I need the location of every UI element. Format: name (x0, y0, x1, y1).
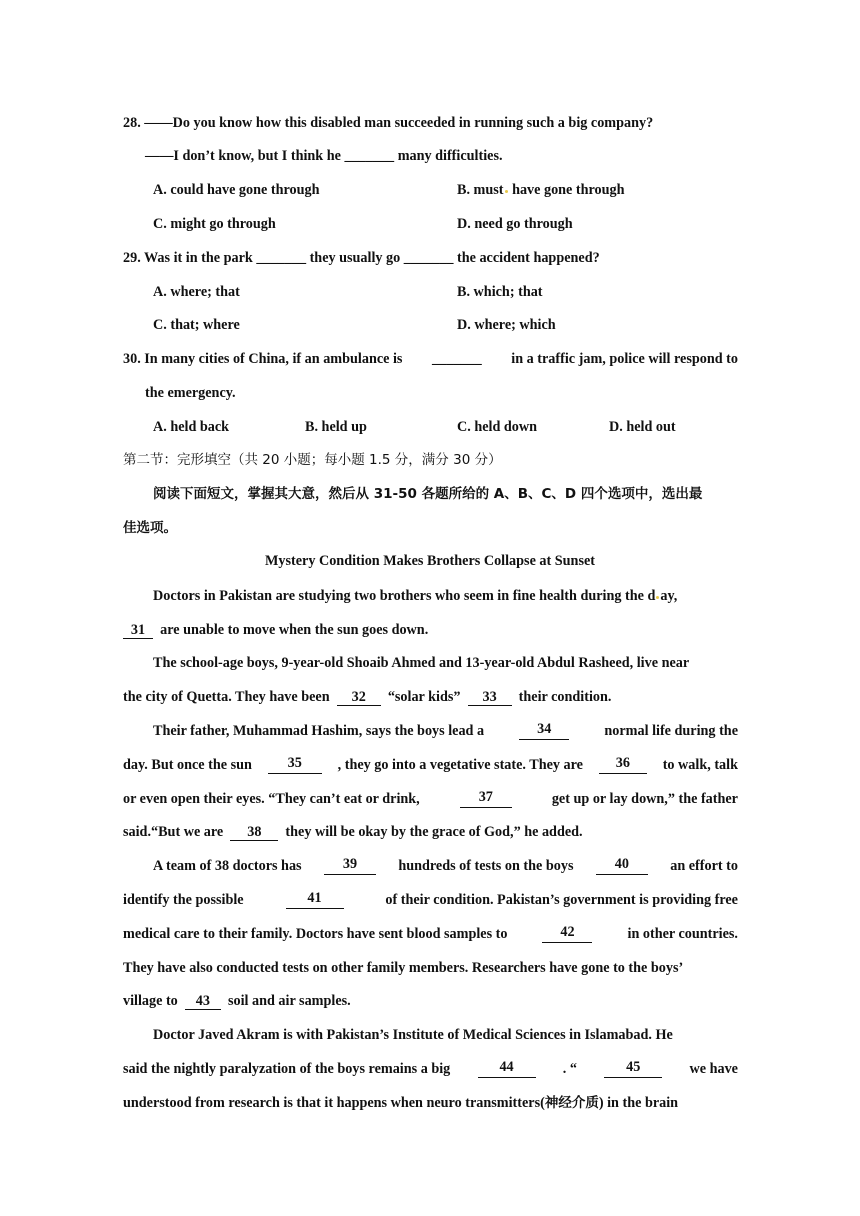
q30-blank: _______ (432, 351, 482, 367)
passage-line: day. But once the sun 35 , they go into a vegetative state. They are 36 to walk, talk (123, 755, 738, 773)
q28-stem: 28. ——Do you know how this disabled man succeeded in running such a big company? (123, 115, 654, 131)
blank-40[interactable]: 40 (596, 857, 648, 875)
section-instructions-cont: 佳选项。 (123, 520, 177, 536)
passage-line: Doctor Javed Akram is with Pakistan’s Institute of Medical Sciences in Islamabad. He (153, 1027, 673, 1043)
passage-line: the city of Quetta. They have been 32 “solar kids” 33 their condition. (123, 689, 612, 705)
q30-option-a: A. held back (153, 419, 230, 435)
q29-stem: 29. Was it in the park _______ they usually go _______ the accident happened? (123, 250, 600, 266)
passage-line: They have also conducted tests on other family members. Researchers have gone to the boys’ (123, 960, 684, 976)
blank-31[interactable]: 31 (123, 623, 153, 639)
q29-option-d: D. where; which (457, 317, 556, 333)
blank-41[interactable]: 41 (286, 891, 344, 909)
blank-32[interactable]: 32 (337, 690, 381, 706)
blank-42[interactable]: 42 (542, 925, 592, 943)
q28-blank: _______ (344, 148, 395, 164)
blank-33[interactable]: 33 (468, 690, 512, 706)
blank-35[interactable]: 35 (268, 756, 322, 774)
passage-title: Mystery Condition Makes Brothers Collapse at Sunset (265, 553, 595, 569)
section-heading: 第二节：完形填空（共 20 小题；每小题 1.5 分，满分 30 分） (123, 452, 502, 468)
passage-line: identify the possible 41 of their condition. Pakistan’s government is providing free (123, 890, 738, 908)
q29-option-c: C. that; where (153, 317, 240, 333)
q30-option-d: D. held out (609, 419, 676, 435)
blank-36[interactable]: 36 (599, 756, 647, 774)
q29-option-b: B. which; that (457, 284, 543, 300)
passage-line: 31 are unable to move when the sun goes down. (123, 621, 738, 639)
mark-dot (505, 190, 508, 193)
blank-34[interactable]: 34 (519, 722, 569, 740)
passage-line: A team of 38 doctors has 39 hundreds of tests on the boys 40 an effort to (153, 856, 738, 874)
section-instructions: 阅读下面短文，掌握其大意，然后从 31-50 各题所给的 A、B、C、D 四个选项中，选出最 (153, 486, 703, 502)
q30-option-c: C. held down (457, 419, 538, 435)
blank-45[interactable]: 45 (604, 1060, 662, 1078)
q28-option-c: C. might go through (153, 216, 276, 232)
passage-line: village to 43 soil and air samples. (123, 993, 351, 1009)
passage-line: Their father, Muhammad Hashim, says the boys lead a 34 normal life during the (153, 721, 738, 739)
blank-37[interactable]: 37 (460, 790, 512, 808)
blank-39[interactable]: 39 (324, 857, 376, 875)
passage-line: said the nightly paralyzation of the boys remains a big 44 . “ 45 we have (123, 1059, 738, 1077)
passage-line: said.“But we are 38 they will be okay by the grace of God,” he added. (123, 824, 583, 840)
passage-line: medical care to their family. Doctors have sent blood samples to 42 in other countries. (123, 924, 738, 942)
mark-dot (656, 596, 659, 599)
q29-blank-2: _______ (403, 250, 454, 266)
q28-option-a: A. could have gone through (153, 182, 320, 198)
passage-line: or even open their eyes. “They can’t eat or drink, 37 get up or lay down,” the father (123, 789, 738, 807)
blank-43[interactable]: 43 (185, 994, 221, 1010)
q28-option-b: B. must have gone through (457, 182, 625, 198)
q28-option-d: D. need go through (457, 216, 573, 232)
q29-option-a: A. where; that (153, 284, 240, 300)
passage-line: The school-age boys, 9-year-old Shoaib Ahmed and 13-year-old Abdul Rasheed, live near (153, 655, 690, 671)
passage-line: understood from research is that it happens when neuro transmitters(神经介质) in the brain (123, 1095, 679, 1111)
q30-stem: 30. In many cities of China, if an ambulance is _______ in a traffic jam, police will respond to (123, 351, 738, 367)
q29-blank-1: _______ (256, 250, 307, 266)
passage-line: Doctors in Pakistan are studying two brothers who seem in fine health during the d ay, (153, 588, 678, 604)
q30-option-b: B. held up (305, 419, 367, 435)
blank-44[interactable]: 44 (478, 1060, 536, 1078)
q28-reply: ——I don’t know, but I think he _______ many difficulties. (145, 148, 503, 164)
q30-stem-cont: the emergency. (145, 385, 236, 401)
blank-38[interactable]: 38 (230, 825, 278, 841)
